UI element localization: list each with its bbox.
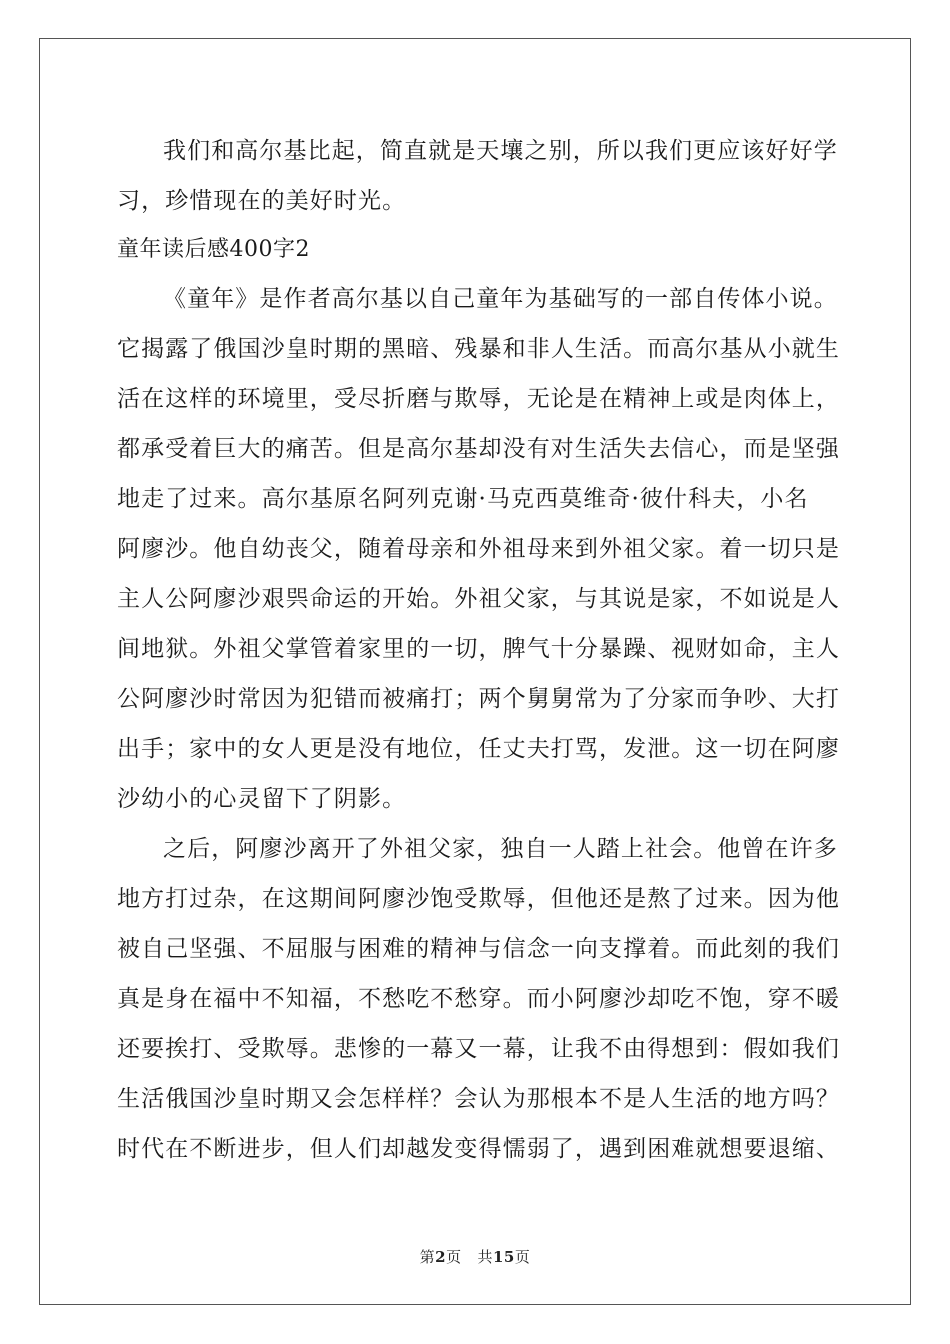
text-line: 习，珍惜现在的美好时光。 [117,188,407,214]
text-line: 真是身在福中不知福，不愁吃不愁穿。而小阿廖沙却吃不饱，穿不暖 [117,986,840,1012]
text-line: 都承受着巨大的痛苦。但是高尔基却没有对生活失去信心，而是坚强 [117,436,840,462]
text-line: 我们和高尔基比起，简直就是天壤之别，所以我们更应该好好学 [163,138,838,164]
page-suffix: 页 [446,1248,462,1266]
page-footer [0,1246,950,1267]
text-line: 它揭露了俄国沙皇时期的黑暗、残暴和非人生活。而高尔基从小就生 [117,336,840,362]
text-line: 沙幼小的心灵留下了阴影。 [117,786,407,812]
document-body [117,126,840,1174]
text-line: 被自己坚强、不屈服与困难的精神与信念一向支撑着。而此刻的我们 [117,936,840,962]
text-line: 时代在不断进步，但人们却越发变得懦弱了，遇到困难就想要退缩、 [117,1136,840,1162]
text-line: 地方打过杂，在这期间阿廖沙饱受欺辱，但他还是熬了过来。因为他 [117,886,840,912]
text-line: 地走了过来。高尔基原名阿列克谢·马克西莫维奇·彼什科夫，小名 [117,486,809,512]
section-heading: 童年读后感400字2 [117,237,310,262]
text-line: 生活俄国沙皇时期又会怎样样？会认为那根本不是人生活的地方吗？ [117,1086,840,1112]
total-pages-number: 15 [492,1248,515,1266]
text-line: 出手；家中的女人更是没有地位，任丈夫打骂，发泄。这一切在阿廖 [117,736,840,762]
text-line: 主人公阿廖沙艰巺命运的开始。外祖父家，与其说是家，不如说是人 [117,586,840,612]
page-prefix: 第 [419,1248,436,1266]
text-line: 公阿廖沙时常因为犯错而被痛打；两个舅舅常为了分家而争吵、大打 [117,686,840,712]
total-suffix: 页 [514,1248,531,1266]
total-prefix: 共 [477,1248,493,1266]
text-line: 阿廖沙。他自幼丧父，随着母亲和外祖母来到外祖父家。着一切只是 [117,536,840,562]
text-line: 还要挨打、受欺辱。悲惨的一幕又一幕，让我不由得想到：假如我们 [117,1036,840,1062]
current-page-number: 2 [435,1248,447,1266]
text-line: 间地狱。外祖父掌管着家里的一切，脾气十分暴躁、视财如命，主人 [117,636,840,662]
text-line: 《童年》是作者高尔基以自己童年为基础写的一部自传体小说。 [163,286,838,312]
text-line: 活在这样的环境里，受尽折磨与欺辱，无论是在精神上或是肉体上， [117,386,840,412]
text-line: 之后，阿廖沙离开了外祖父家，独自一人踏上社会。他曾在许多 [163,836,838,862]
